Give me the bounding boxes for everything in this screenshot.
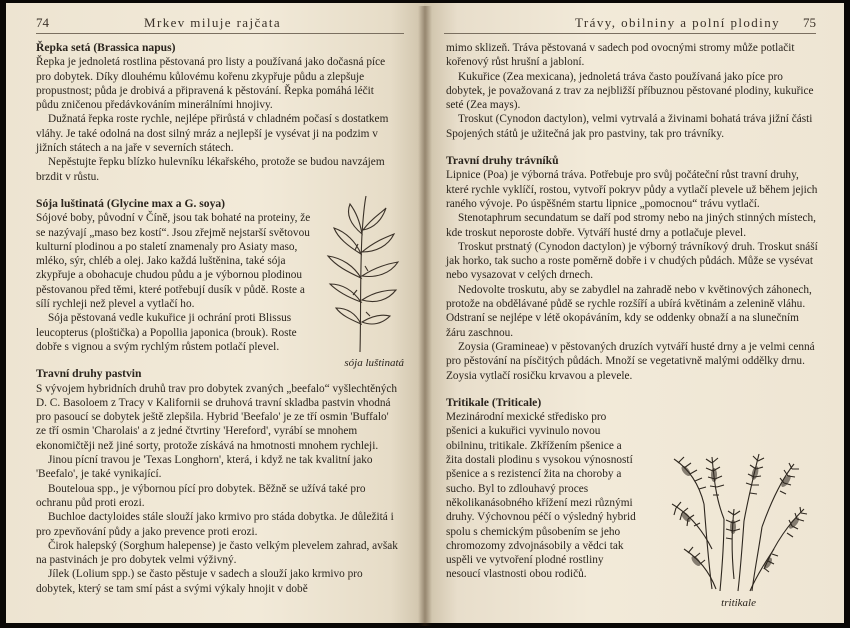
paragraph: Lipnice (Poa) je výborná tráva. Potřebuje pro svůj počáteční růst travní druhy, které rychle vyklíčí, rostou, vytvoří pokryv půdy a vytlačí plevele už během jejich raného vývoje. Po úspěšném startu lipnice „pomocnou“ trávu vytlačí. [446, 169, 818, 210]
paragraph: Kukuřice (Zea mexicana), jednoletá tráva často používaná jako píce pro dobytek, je považovaná z trav za nejbližší příbuznou pěstované plodiny, kukuřice seté (Zea mays). [446, 70, 814, 112]
paragraph: Nepěstujte řepku blízko hulevníku lékařského, protože se budou navzájem brzdit v růstu. [36, 156, 385, 183]
paragraph: Troskut (Cynodon dactylon), velmi vytrvalá a živinami bohatá tráva jižní části Spojených států je užitečná jak pro pastviny, tak pro trávníky. [446, 113, 813, 140]
book-spread [6, 3, 844, 623]
running-head-left: Mrkev miluje rajčata [144, 15, 282, 30]
running-head-right: Trávy, obilniny a polní plodiny [575, 15, 780, 30]
plant-caption: sója luštinatá [344, 357, 404, 369]
paragraph: Mezinárodní mexické středisko pro pšenici a kukuřici vyvinulo novou obilninu, tritikale. Zkřížením pšenice a žita dostali plodinu s vysokou výnosností pšenice a s rezistencí žita na choroby a sucho. Byl to zdlouhavý proces několikanásobného křížení mezi různými druhy. Výchovnou péčí o výsledný hybrid spolu s chemickým působením se jeho chromozomy zdvojnásobily a vědci tak uspěli ve vytvoření plodné rostliny nesoucí vlastnosti obou rodičů. [446, 411, 636, 581]
right-page-header [444, 15, 816, 34]
paragraph: Stenotaphrum secundatum se daří pod stromy nebo na jiných stinných místech, kde troskut neporoste dobře. Vytváří husté drny a potlačuje plevel. [446, 212, 816, 239]
right-page [424, 3, 844, 623]
triticale-ears-icon [664, 449, 814, 594]
paragraph: Buchloe dactyloides stále slouží jako krmivo pro stáda dobytka. Je důležitá i pro zpevňování půdy a jako prevence proti erozi. [36, 511, 394, 538]
paragraph: Jílek (Lolium spp.) se často pěstuje v sadech a slouží jako krmivo pro dobytek, který se tam smí pást a svými výkaly hnojit v době [36, 568, 363, 595]
paragraph: Nedovolte troskutu, aby se zabydlel na zahradě nebo v květinových záhonech, protože na obdělávané půdě se rychle rozšíří a ubírá květinám a zelenině vláhu. Odstraní se nejlépe v létě okopáváním, kdy se oddenky obnaží a na slunečním žáru zaschnou. [446, 283, 812, 339]
left-page-header [36, 15, 404, 34]
paragraph: Bouteloua spp., je výbornou pící pro dobytek. Běžně se užívá také pro ochranu půd proti erozi. [36, 482, 366, 509]
paragraph: Řepka je jednoletá rostlina pěstovaná pro listy a používaná jako dočasná píce pro dobytek. Díky dlouhému kůlovému kořenu zkypřuje půdu a zlepšuje propustnost; půda je drobivá a připravená k pěstování. Řepka pomáhá léčit půdu zničenou předávkováním minerálními hnojivy. [36, 56, 386, 112]
paragraph: S vývojem hybridních druhů trav pro dobytek zvaných „beefalo“ vyšlechtěných D. C. Basoloem z Tracy v Kalifornii se druhová travní skladba pastvin vhodná pro pasoucí se dobytek ještě zlepšila. Hybrid 'Beefalo' je ze tří osmin 'Buffalo' ze tří osmin 'Charolais' a z jedné čtvrtiny 'Hereford', vyrábí se mnohem ekonomičtěji než jiné sorty, protože získává na hmotnosti mnohem rychleji. [36, 382, 398, 452]
wheat-caption: tritikale [721, 597, 756, 609]
paragraph: mimo sklizeň. Tráva pěstovaná v sadech pod ovocnými stromy může potlačit kořenový růst hrušní a jabloní. [446, 42, 795, 69]
heading-repka: Řepka setá (Brassica napus) [36, 41, 176, 54]
left-page [6, 3, 424, 623]
paragraph: Jinou pícní travou je 'Texas Longhorn', která, i když ne tak kvalitní jako 'Beefalo', je také vynikající. [36, 454, 373, 481]
paragraph: Sója pěstovaná vedle kukuřice ji ochrání proti Blissus leucopterus (ploštička) a Popollia japonica (brouk). Roste dobře s vignou a svým rychlým růstem potlačí plevel. [36, 312, 297, 353]
paragraph: Sójové boby, původní v Číně, jsou tak bohaté na proteiny, že se nazývají „maso bez kostí“. Jsou zřejmě nejstarší světovou kulturní plodinou a po staletí znamenaly pro Asiaty maso, mléko, sýr, chléb a olej. Jako každá luštěnina, také sója zkypřuje a obohacuje chudou půdu a je výbornou plodinou pěstovanou před těmi, které potřebují dusík v půdě. Roste a sílí rychleji než plevel a vytlačí ho. [36, 212, 311, 311]
book-gutter [418, 6, 432, 626]
heading-soja: Sója luštinatá (Glycine max a G. soya) [36, 196, 226, 210]
paragraph: Zoysia (Gramineae) v pěstovaných druzích vytváří husté drny a je velmi cenná pro pěstování na písčitých půdách. Množí se vegetativně malými oddělky drnu. Zoysia vytlačí rosičku krvavou a plevele. [446, 340, 815, 382]
page-number-right: 75 [803, 15, 816, 30]
heading-pastviny: Travní druhy pastvin [36, 367, 142, 381]
soybean-plant-icon [320, 194, 402, 354]
paragraph: Troskut prstnatý (Cynodon dactylon) je výborný trávníkový druh. Troskut snáší jak horko, tak sucho a roste poměrně dobře i v chudých půdách. Může se vysévat nebo vysazovat v celých drnech. [446, 240, 818, 282]
heading-tritikale: Tritikale (Triticale) [446, 395, 542, 409]
paragraph: Čirok halepský (Sorghum halepense) je často velkým plevelem zahrad, avšak na pastvinách je pro dobytek velmi výživný. [36, 539, 398, 567]
heading-travniky: Travní druhy trávníků [446, 154, 559, 168]
page-number-left: 74 [36, 15, 49, 30]
paragraph: Dužnatá řepka roste rychle, nejlépe přirůstá v chladném počasí s dostatkem vláhy. Je také odolná na dost silný mráz a nejlepší je vysévat ji na podzim v jižních státech a na jaře v severních státech. [36, 113, 389, 155]
